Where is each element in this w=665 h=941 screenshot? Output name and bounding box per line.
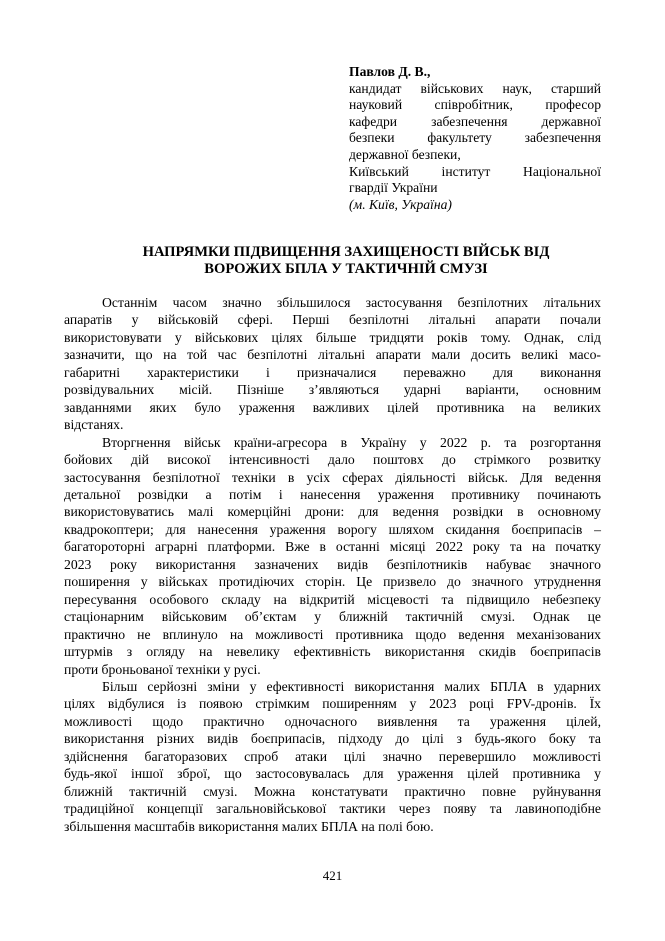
body-line: використання різних видів боєприпасів, підходу до цілі з будь-якого боку та <box>64 731 601 747</box>
body-line: практично не вплинуло на можливості противника щодо ведення механізованих <box>64 626 601 642</box>
body-line: відстанях. <box>64 417 124 433</box>
body-line: ближній тактичній смузі. Можна констатувати практично повне руйнування <box>64 783 601 799</box>
body-line: Останнім часом значно збільшилося застосування безпілотних літальних <box>102 295 601 310</box>
body-line: здійснення багаторазових спроб атаки цілі значно перевершило можливості <box>64 748 601 764</box>
body-line: будь-якої іншої зброї, що застосовувалась для ураження цілей противника у <box>64 766 601 782</box>
author-affiliation-line: державної безпеки, <box>349 146 461 162</box>
body-line: детальної розвідки а потім і нанесення ураження противнику починають <box>64 486 601 502</box>
body-line: штурмів з огляду на невелику ефективність використання скидів боєприпасів <box>64 644 601 660</box>
body-line: цілях відбулися із появою стрімким поширенням у 2023 році FPV-дронів. Їх <box>64 696 601 712</box>
author-affiliation-line: кандидат військових наук, старший <box>349 80 601 96</box>
author-affiliation-line: безпеки факультету забезпечення <box>349 130 601 146</box>
article-body <box>64 294 601 835</box>
body-line: квадрокоптери; для нанесення ураження ворогу шляхом скидання боєприпасів – <box>64 521 601 537</box>
author-name: Павлов Д. В., <box>349 64 431 79</box>
body-line: завданнями яких було ураження важливих цілей противника на великих <box>64 399 601 415</box>
body-line: стаціонарним військовим об’єктам у ближній тактичній смузі. Однак це <box>64 609 601 625</box>
body-line: бойових дій високої інтенсивності дало поштовх до стрімкого розвитку <box>64 452 601 468</box>
author-block <box>349 64 601 213</box>
body-line: використовуватись малі комерційні дрони: для ведення розвідки в основному <box>64 504 601 520</box>
body-line: розвідувальних місій. Пізніше з’являються ударні варіанти, основним <box>64 382 601 398</box>
body-line: поширення у військах протидіючих сторін. Це призвело до значного утруднення <box>64 574 601 590</box>
body-line: застосування безпілотної техніки в усіх сферах діяльності військ. Для ведення <box>64 469 601 485</box>
author-affiliation-line: науковий співробітник, професор <box>349 97 601 113</box>
body-line: багатороторні аграрні платформи. Вже в останні місяці 2022 року та на початку <box>64 539 601 555</box>
body-line: традиційної концепції загальновійськової тактики через появу та лавиноподібне <box>64 801 601 817</box>
body-line: можливості щодо практично одночасного виявлення та ураження цілей, <box>64 713 601 729</box>
body-line: габаритні характеристики і призначалися переважно для виконання <box>64 364 601 380</box>
body-line: Вторгнення військ країни-агресора в Україну у 2022 р. та розгортання <box>102 434 601 450</box>
article-title <box>96 244 596 278</box>
author-city: (м. Київ, Україна) <box>349 196 452 212</box>
body-line: Більш серйозні зміни у ефективності використання малих БПЛА в ударних <box>102 678 601 694</box>
body-line: 2023 року використання зазначених видів безпілотників набуває значного <box>64 556 601 572</box>
body-line: зазначити, що на той час безпілотні літальні апарати мали досить великі масо- <box>64 347 601 363</box>
body-line: збільшення масштабів використання малих БПЛА на полі бою. <box>64 818 434 834</box>
author-affiliation-line: Київський інститут Національної <box>349 163 601 179</box>
page-number: 421 <box>322 868 343 883</box>
author-affiliation-line: гвардії України <box>349 180 438 196</box>
body-line: апаратів у військовій сфері. Перші безпілотні літальні апарати почали <box>64 312 601 328</box>
title-line-2: ВОРОЖИХ БПЛА У ТАКТИЧНІЙ СМУЗІ <box>204 261 488 277</box>
body-line: пересування особового складу на відкритій місцевості та підвищило небезпеку <box>64 591 601 607</box>
author-affiliation-line: кафедри забезпечення державної <box>349 113 601 129</box>
title-line-1: НАПРЯМКИ ПІДВИЩЕННЯ ЗАХИЩЕНОСТІ ВІЙСЬК ВІД <box>142 244 550 260</box>
body-line: проти броньованої техніки у русі. <box>64 661 261 677</box>
body-line: використовувати у військових цілях більше тридцяти років тому. Однак, слід <box>64 329 601 345</box>
